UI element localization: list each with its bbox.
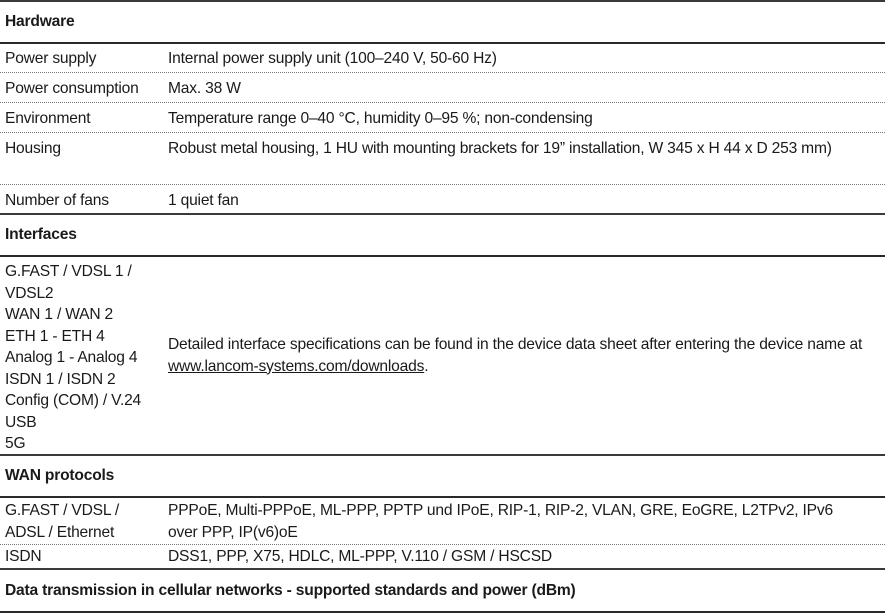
section-heading-interfaces: Interfaces xyxy=(0,215,885,257)
spec-value: PPPoE, Multi-PPPoE, ML-PPP, PPTP und IPoE, RIP-1, RIP-2, VLAN, GRE, EoGRE, L2TPv2, IPv6 over PPP, IP(v6)oE xyxy=(168,502,833,541)
spec-key: Number of fans xyxy=(5,192,109,209)
spec-value: 1 quiet fan xyxy=(168,192,239,209)
interface-item: Config (COM) / V.24 xyxy=(5,392,142,409)
section-heading-wan-protocols: WAN protocols xyxy=(0,456,885,498)
spec-row-fans xyxy=(0,185,885,215)
section-heading-hardware: Hardware xyxy=(0,2,885,44)
interfaces-description: Detailed interface specifications can be found in the device data sheet after entering the device name at xyxy=(168,336,863,353)
spec-row-power-consumption xyxy=(0,73,885,103)
spec-row-environment xyxy=(0,103,885,133)
interface-item: Analog 1 - Analog 4 xyxy=(5,349,138,366)
spec-key: ISDN xyxy=(5,548,42,565)
spec-key: G.FAST / VDSL / ADSL / Ethernet xyxy=(5,502,119,541)
section-heading-cellular: Data transmission in cellular networks - supported standards and power (dBm) xyxy=(0,570,885,613)
spec-row-gfast-vdsl xyxy=(0,498,885,545)
interface-item: WAN 1 / WAN 2 xyxy=(5,306,114,323)
spec-value: DSS1, PPP, X75, HDLC, ML-PPP, V.110 / GSM / HSCSD xyxy=(168,548,552,565)
interface-item: 5G xyxy=(5,435,26,452)
spec-value: Robust metal housing, 1 HU with mounting brackets for 19” installation, W 345 x H 44 x D 253 mm) xyxy=(168,140,832,157)
spec-value xyxy=(168,257,885,454)
spec-key: Housing xyxy=(5,140,61,157)
spec-row-housing xyxy=(0,133,885,185)
spec-key: Environment xyxy=(5,110,91,127)
interface-item: ETH 1 - ETH 4 xyxy=(5,327,105,345)
spec-row-interfaces xyxy=(0,257,885,456)
spec-value: Max. 38 W xyxy=(168,80,241,97)
spec-row-isdn xyxy=(0,545,885,570)
interface-item: USB xyxy=(5,413,37,431)
downloads-link[interactable]: www.lancom-systems.com/downloads xyxy=(168,357,425,375)
interface-item: G.FAST / VDSL 1 / VDSL2 xyxy=(5,263,132,302)
interface-item: ISDN 1 / ISDN 2 xyxy=(5,370,116,388)
spec-value: Temperature range 0–40 °C, humidity 0–95 %; non-condensing xyxy=(168,110,593,127)
spec-key: Power supply xyxy=(5,50,97,67)
spec-row-power-supply xyxy=(0,44,885,73)
spec-key: Power consumption xyxy=(5,80,139,97)
period: . xyxy=(424,357,429,375)
interface-list xyxy=(0,257,168,454)
spec-value: Internal power supply unit (100–240 V, 50-60 Hz) xyxy=(168,50,497,67)
